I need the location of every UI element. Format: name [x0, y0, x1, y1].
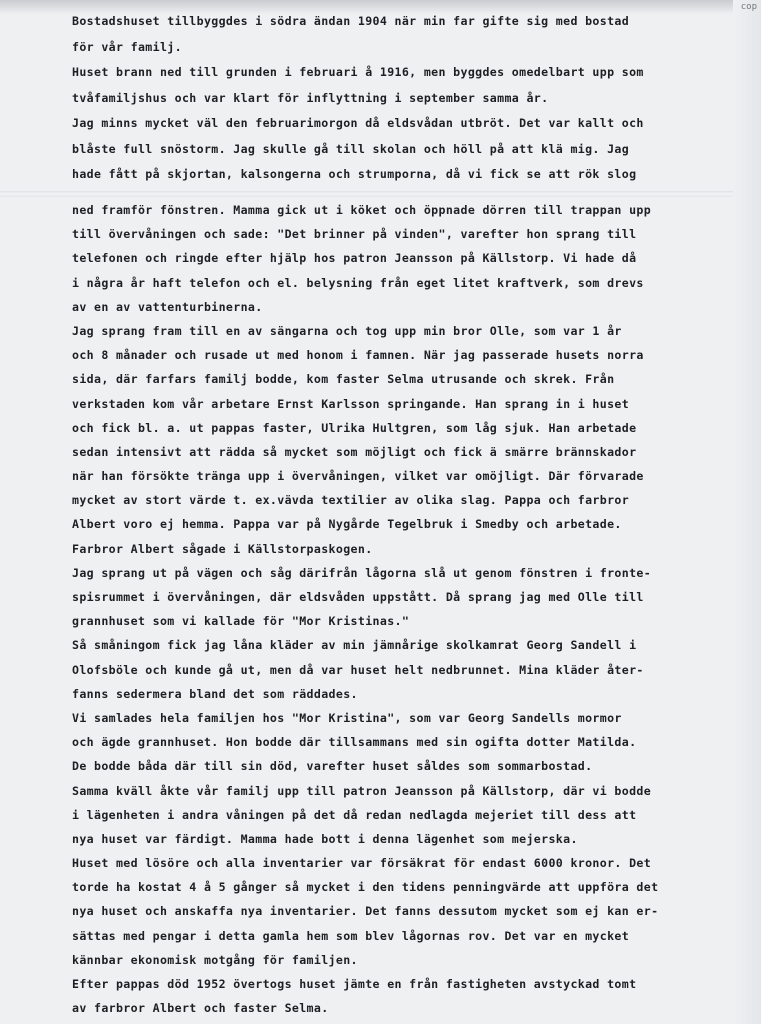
text-line: tvåfamiljshus och var klart för inflyttning i september samma år. — [72, 90, 549, 105]
text-section-top — [72, 9, 732, 188]
text-line: Jag sprang fram till en av sängarna och tog upp min bror Olle, som var 1 år — [72, 323, 622, 338]
text-line: i lägenheten i andra våningen på det då redan nedlagda mejeriet till dess att — [72, 807, 637, 822]
text-line: av farbror Albert och faster Selma. — [72, 1001, 329, 1016]
text-line: ned framför fönstren. Mamma gick ut i köket och öppnade dörren till trappan upp — [72, 203, 652, 217]
text-line: Olofsböle och kunde gå ut, men då var huset helt nedbrunnet. Mina kläder åter- — [72, 662, 644, 677]
text-line: Farbror Albert sågade i Källstorpaskogen. — [72, 541, 373, 556]
paper-fold — [0, 191, 761, 197]
text-line: fanns sedermera bland det som räddades. — [72, 686, 358, 701]
text-line: Huset med lösöre och alla inventarier var försäkrat för endast 6000 kronor. Det — [72, 856, 652, 871]
text-line: sedan intensivt att rädda så mycket som möjligt och fick ä smärre brännskador — [72, 444, 637, 459]
text-line: Bostadshuset tillbyggdes i södra ändan 1904 när min far gifte sig med bostad — [72, 14, 630, 28]
text-line: Huset brann ned till grunden i februari å 1916, men byggdes omedelbart upp som — [72, 65, 644, 79]
text-line: och ägde grannhuset. Hon bodde där tillsammans med sin ogifta dotter Matilda. — [72, 735, 637, 750]
text-line: spisrummet i övervåningen, där eldsvåden uppstått. Då sprang jag med Olle till — [72, 590, 644, 604]
text-line: när han försökte tränga upp i övervåningen, vilket var omöjligt. Där förvarade — [72, 469, 644, 484]
text-line: Jag minns mycket väl den februarimorgon då eldsvådan utbröt. Det var kallt och — [72, 116, 644, 130]
text-line: blåste full snöstorm. Jag skulle gå till skolan och höll på att klä mig. Jag — [72, 141, 630, 156]
text-line: av en av vattenturbinerna. — [72, 299, 263, 314]
text-line: Albert voro ej hemma. Pappa var på Nygårde Tegelbruk i Smedby och arbetade. — [72, 517, 622, 532]
text-line: i några år haft telefon och el. belysning från eget litet kraftverk, som drevs — [72, 275, 644, 290]
text-line: Så småningom fick jag låna kläder av min jämnårige skolkamrat Georg Sandell i — [72, 638, 637, 653]
text-line: telefonen och ringde efter hjälp hos patron Jeansson på Källstorp. Vi hade då — [72, 251, 637, 266]
text-line: De bodde båda där till sin död, varefter huset såldes som sommarbostad. — [72, 759, 593, 774]
text-line: torde ha kostat 4 å 5 gånger så mycket i den tidens penningvärde att uppföra det — [72, 880, 659, 895]
text-line: mycket av stort värde t. ex.vävda textilier av olika slag. Pappa och farbror — [72, 493, 630, 508]
text-line: nya huset var färdigt. Mamma hade bott i denna lägenhet som mejerska. — [72, 831, 578, 846]
paper-right-edge — [733, 0, 761, 1024]
text-line: verkstaden kom vår arbetare Ernst Karlsson springande. Han sprang in i huset — [72, 396, 630, 411]
text-line: Vi samlades hela familjen hos "Mor Kristina", som var Georg Sandells mormor — [72, 710, 622, 725]
text-line: grannhuset som vi kallade för "Mor Kristinas." — [72, 614, 410, 629]
text-line: Efter pappas död 1952 övertogs huset jämte en från fastigheten avstyckad tomt — [72, 977, 637, 991]
text-section-bottom — [72, 198, 732, 1020]
text-line: hade fått på skjortan, kalsongerna och strumporna, då vi fick se att rök slog — [72, 167, 637, 181]
corner-mark: cop — [740, 2, 757, 12]
text-line: Samma kväll åkte vår familj upp till patron Jeansson på Källstorp, där vi bodde — [72, 783, 652, 798]
text-line: sida, där farfars familj bodde, kom faster Selma utrusande och skrek. Från — [72, 372, 615, 387]
text-line: nya huset och anskaffa nya inventarier. Det fanns dessutom mycket som ej kan er- — [72, 904, 659, 919]
text-line: och fick bl. a. ut pappas faster, Ulrika Hultgren, som låg sjuk. Han arbetade — [72, 420, 637, 435]
text-line: sättas med pengar i detta gamla hem som blev lågornas rov. Det var en mycket — [72, 928, 630, 943]
text-line: till övervåningen och sade: "Det brinner på vinden", varefter hon sprang till — [72, 227, 637, 242]
text-line: för vår familj. — [72, 39, 182, 54]
text-line: kännbar ekonomisk motgång för familjen. — [72, 952, 358, 967]
text-line: Jag sprang ut på vägen och såg därifrån lågorna slå ut genom fönstren i fronte- — [72, 565, 652, 580]
text-line: och 8 månader och rusade ut med honom i famnen. När jag passerade husets norra — [72, 348, 644, 363]
